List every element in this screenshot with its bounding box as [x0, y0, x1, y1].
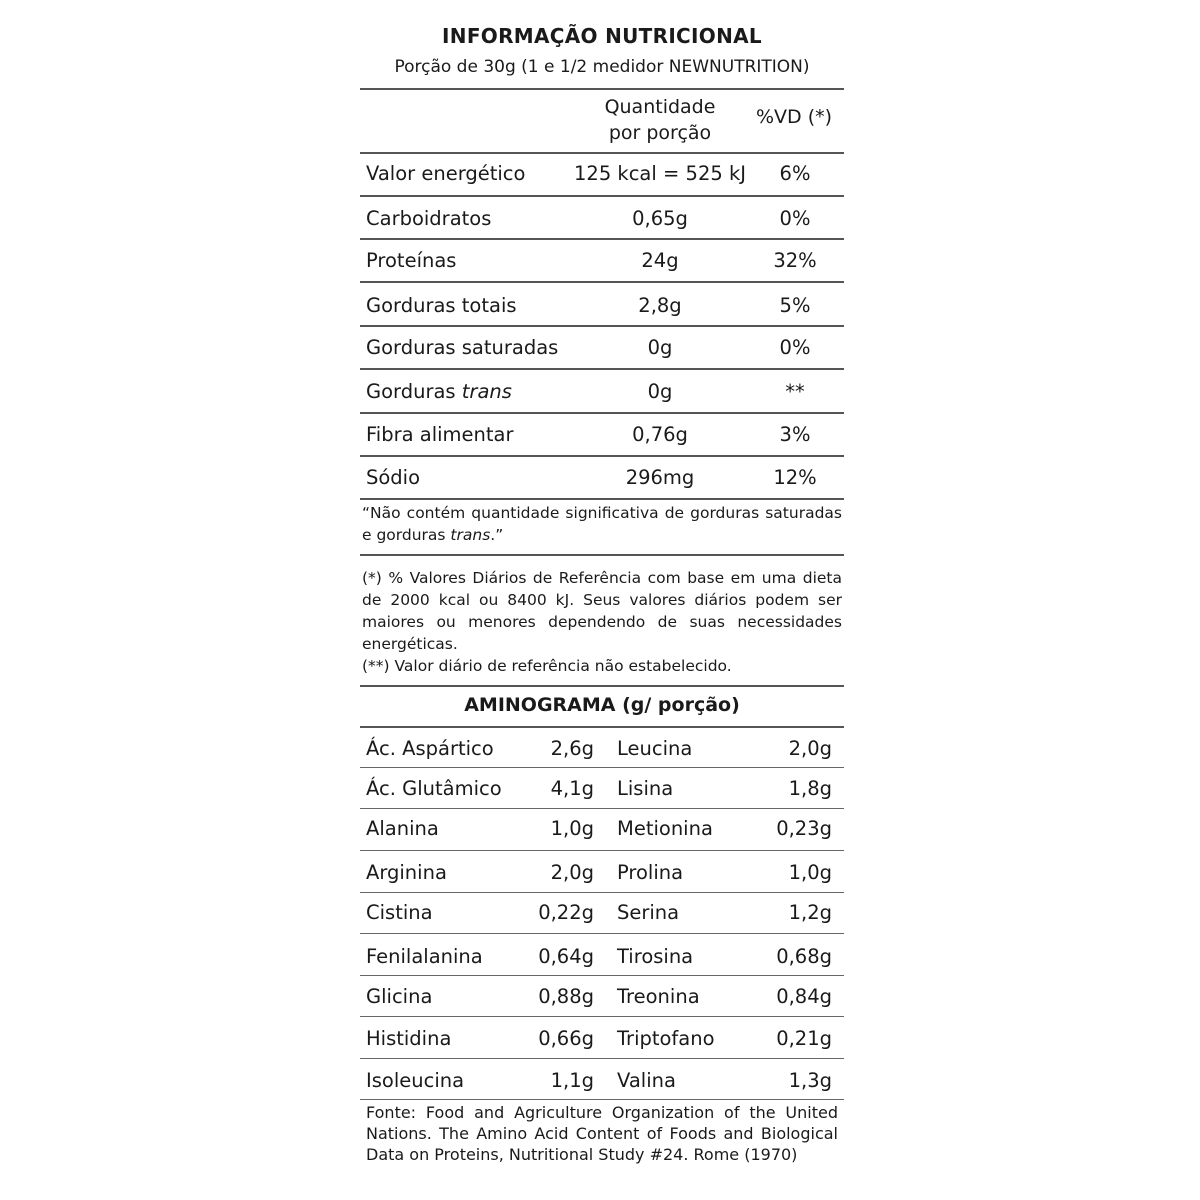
source-citation: Fonte: Food and Agriculture Organization of the United Nations. The Amino Acid Content of Foods and Biological Data on Proteins, Nutritional Study #24. Rome (1970) [366, 1103, 838, 1164]
divider [360, 1016, 844, 1017]
divider [360, 238, 844, 240]
aminogram-row [360, 1019, 844, 1059]
divider [360, 281, 844, 283]
nutrient-vd: ** [785, 380, 805, 403]
divider [360, 325, 844, 327]
aminogram-row [360, 729, 844, 769]
amino-name: Arginina [366, 861, 447, 884]
nutrient-row [360, 199, 844, 239]
amino-value: 4,1g [550, 777, 594, 800]
amino-name: Alanina [366, 817, 439, 840]
divider [360, 455, 844, 457]
nutrient-qty: 125 kcal = 525 kJ [574, 162, 746, 185]
nutrient-vd: 0% [779, 207, 811, 230]
amino-value: 2,0g [550, 861, 594, 884]
amino-value: 0,23g [776, 817, 832, 840]
aminogram-row [360, 769, 844, 809]
nutrient-name-italic: trans [461, 380, 512, 403]
divider [360, 1099, 844, 1100]
divider [360, 498, 844, 500]
nutrition-label [360, 0, 844, 1200]
divider [360, 88, 844, 90]
trans-fat-note [362, 502, 842, 546]
amino-name: Ác. Glutâmico [366, 777, 502, 800]
aminogram-title: AMINOGRAMA (g/ porção) [464, 694, 740, 716]
nutrient-vd: 0% [779, 336, 811, 359]
serving-size: Porção de 30g (1 e 1/2 medidor NEWNUTRITION) [394, 57, 810, 77]
aminogram-row [360, 1061, 844, 1101]
aminogram-row [360, 809, 844, 849]
divider [360, 933, 844, 934]
amino-value: 0,21g [776, 1027, 832, 1050]
amino-value: 0,64g [538, 945, 594, 968]
nutrient-row [360, 328, 844, 368]
amino-name: Triptofano [617, 1027, 715, 1050]
amino-name: Fenilalanina [366, 945, 483, 968]
amino-name: Prolina [617, 861, 684, 884]
nutrient-vd: 6% [779, 162, 811, 185]
divider [360, 685, 844, 687]
nutrient-row [360, 154, 844, 194]
quantity-header [580, 94, 740, 146]
amino-value: 0,68g [776, 945, 832, 968]
quantity-header-line1: Quantidade [604, 96, 716, 118]
nutrient-qty: 2,8g [638, 294, 682, 317]
amino-name: Lisina [617, 777, 674, 800]
amino-name: Leucina [617, 737, 693, 760]
divider [360, 195, 844, 197]
nutrient-vd: 32% [773, 249, 817, 272]
aminogram-row [360, 937, 844, 977]
nutrient-qty: 0,76g [632, 423, 688, 446]
aminogram-row [360, 977, 844, 1017]
amino-name: Treonina [617, 985, 700, 1008]
footnote-vd: (*) % Valores Diários de Referência com base em uma dieta de 2000 kcal ou 8400 kJ. Seus valores diários podem ser maiores ou menores dependendo de suas necessidades energéticas. [362, 569, 842, 653]
amino-name: Histidina [366, 1027, 452, 1050]
amino-name: Serina [617, 901, 680, 924]
amino-name: Tirosina [617, 945, 694, 968]
footnotes [362, 567, 842, 677]
nutrient-name: Sódio [366, 466, 421, 489]
amino-name: Valina [617, 1069, 676, 1092]
aminogram-row [360, 853, 844, 893]
amino-value: 1,1g [550, 1069, 594, 1092]
amino-value: 1,0g [788, 861, 832, 884]
label-title: INFORMAÇÃO NUTRICIONAL [442, 24, 762, 48]
aminogram-row [360, 893, 844, 933]
nutrient-name: Carboidratos [366, 207, 492, 230]
amino-value: 0,88g [538, 985, 594, 1008]
nutrient-name: Gorduras totais [366, 294, 517, 317]
amino-value: 0,22g [538, 901, 594, 924]
nutrient-row [360, 286, 844, 326]
footnote-not-established: (**) Valor diário de referência não estabelecido. [362, 657, 732, 675]
divider [360, 726, 844, 728]
amino-value: 0,66g [538, 1027, 594, 1050]
trans-note-italic: trans [450, 526, 491, 544]
nutrient-row [360, 372, 844, 412]
amino-name: Glicina [366, 985, 433, 1008]
nutrient-vd: 3% [779, 423, 811, 446]
nutrient-name: Valor energético [366, 162, 526, 185]
nutrient-row [360, 241, 844, 281]
amino-name: Metionina [617, 817, 713, 840]
trans-note-end: .” [490, 526, 504, 544]
amino-value: 2,6g [550, 737, 594, 760]
nutrient-qty: 0,65g [632, 207, 688, 230]
amino-value: 1,3g [788, 1069, 832, 1092]
nutrient-name-prefix: Gorduras [366, 380, 462, 403]
nutrient-name: Fibra alimentar [366, 423, 514, 446]
nutrient-row [360, 415, 844, 455]
nutrient-name: Proteínas [366, 249, 457, 272]
trans-note-text: “Não contém quantidade significativa de gorduras saturadas e gorduras [362, 504, 842, 544]
nutrient-vd: 5% [779, 294, 811, 317]
amino-value: 1,8g [788, 777, 832, 800]
divider [360, 554, 844, 556]
quantity-header-line2: por porção [608, 122, 712, 144]
nutrient-row [360, 458, 844, 498]
divider [360, 368, 844, 370]
amino-name: Isoleucina [366, 1069, 465, 1092]
amino-name: Ác. Aspártico [366, 737, 494, 760]
nutrient-qty: 24g [641, 249, 679, 272]
nutrient-vd: 12% [773, 466, 817, 489]
divider [360, 850, 844, 851]
divider [360, 412, 844, 414]
nutrient-qty: 0g [647, 336, 673, 359]
nutrient-name [366, 380, 512, 403]
amino-value: 0,84g [776, 985, 832, 1008]
amino-value: 2,0g [788, 737, 832, 760]
divider [360, 975, 844, 976]
nutrient-qty: 296mg [625, 466, 695, 489]
amino-name: Cistina [366, 901, 433, 924]
amino-value: 1,2g [788, 901, 832, 924]
nutrient-qty: 0g [647, 380, 673, 403]
divider [360, 767, 844, 768]
amino-value: 1,0g [550, 817, 594, 840]
divider [360, 1058, 844, 1059]
nutrient-name: Gorduras saturadas [366, 336, 559, 359]
vd-header: %VD (*) [755, 106, 833, 128]
